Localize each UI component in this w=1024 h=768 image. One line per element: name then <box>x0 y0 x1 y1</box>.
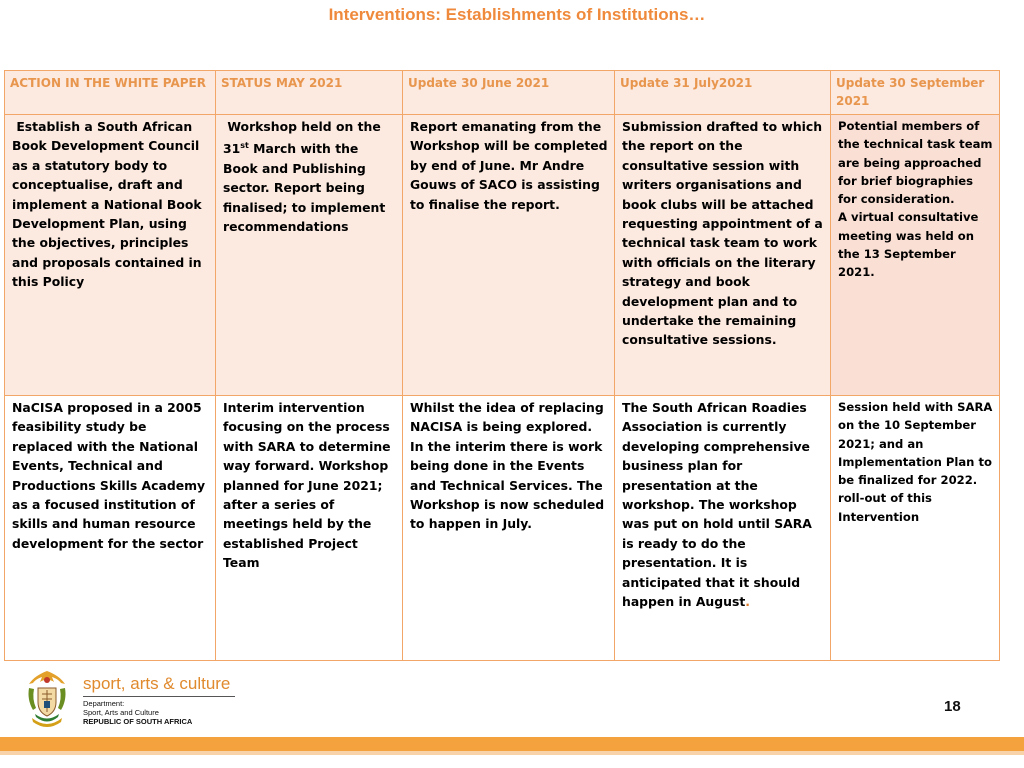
ordinal-suffix: st <box>240 141 249 151</box>
cell-status-may <box>216 115 403 396</box>
status-text-start: Workshop held on the 31 <box>223 119 386 157</box>
cell-action <box>5 115 216 396</box>
cell-text: Report emanating from the Workshop will be completed by end of June. Mr Andre Gouws of SACO is assisting to finalise the report. <box>410 119 608 212</box>
country-name: REPUBLIC OF SOUTH AFRICA <box>83 717 193 726</box>
department-logo <box>24 668 244 732</box>
table-row <box>5 115 1000 396</box>
status-text-end: March with the Book and Publishing sector. Report being finalised; to implement recommendations <box>223 141 390 235</box>
cell-text: NaCISA proposed in a 2005 feasibility study be replaced with the National Events, Technical and Productions Skills Academy as a focused institution of skills and human resource development for the sector <box>12 400 206 551</box>
cell-update-june <box>403 115 615 396</box>
department-label: Department: <box>83 699 125 708</box>
cell-text <box>622 398 824 611</box>
logo-divider <box>83 696 235 697</box>
cell-text-period: . <box>745 594 750 610</box>
slide-title: Interventions: Establishments of Institutions… <box>328 5 706 24</box>
column-header-action: ACTION IN THE WHITE PAPER <box>5 71 216 115</box>
cell-text: Establish a South African Book Development Council as a statutory body to conceptualise, draft and implement a National Book Development Plan, using the objectives, principles and proposals contained in this Policy <box>12 119 206 290</box>
footer-band <box>0 737 1024 751</box>
cell-text <box>223 117 396 237</box>
brand-name: sport, arts & culture <box>83 674 231 693</box>
page-number: 18 <box>944 698 961 715</box>
footer-band-shadow <box>0 751 1024 755</box>
column-header-update-june: Update 30 June 2021 <box>403 71 615 115</box>
interventions-table <box>4 70 1000 661</box>
table-header-row <box>5 71 1000 115</box>
cell-text-paragraph-1: Potential members of the technical task team are being approached for brief biographies for consideration. <box>838 119 993 207</box>
cell-action <box>5 396 216 661</box>
table-row <box>5 396 1000 661</box>
cell-status-may <box>216 396 403 661</box>
cell-update-june <box>403 396 615 661</box>
coat-of-arms-icon <box>24 668 70 732</box>
column-header-update-july: Update 31 July2021 <box>615 71 831 115</box>
cell-update-july <box>615 396 831 661</box>
cell-text: Whilst the idea of replacing NACISA is being explored. In the interim there is work being done in the Events and Technical Services. The Workshop is now scheduled to happen in July. <box>410 400 609 532</box>
department-name: Sport, Arts and Culture <box>83 708 159 717</box>
cell-text: Session held with SARA on the 10 September 2021; and an Implementation Plan to be finalized for 2022. roll-out of this Intervention <box>838 400 993 524</box>
column-header-update-september: Update 30 September 2021 <box>831 71 1000 115</box>
cell-update-july <box>615 115 831 396</box>
cell-text: Interim intervention focusing on the process with SARA to determine way forward. Workshop planned for June 2021; after a series of meetings held by the established Project Team <box>223 400 391 571</box>
cell-text-body: The South African Roadies Association is currently developing comprehensive business plan for presentation at the workshop. The workshop was put on hold until SARA is ready to do the presentation. It is anticipated that it should happen in August <box>622 400 812 610</box>
cell-text-paragraph-2: A virtual consultative meeting was held on the 13 September 2021. <box>838 210 979 280</box>
cell-update-september <box>831 396 1000 661</box>
column-header-status-may: STATUS MAY 2021 <box>216 71 403 115</box>
cell-update-september <box>831 115 1000 396</box>
cell-text: Submission drafted to which the report on the consultative session with writers organisations and book clubs will be attached requesting appointment of a technical task team to work with officials on the literary strategy and book development plan and to undertake the remaining consultative sessions. <box>622 119 823 348</box>
